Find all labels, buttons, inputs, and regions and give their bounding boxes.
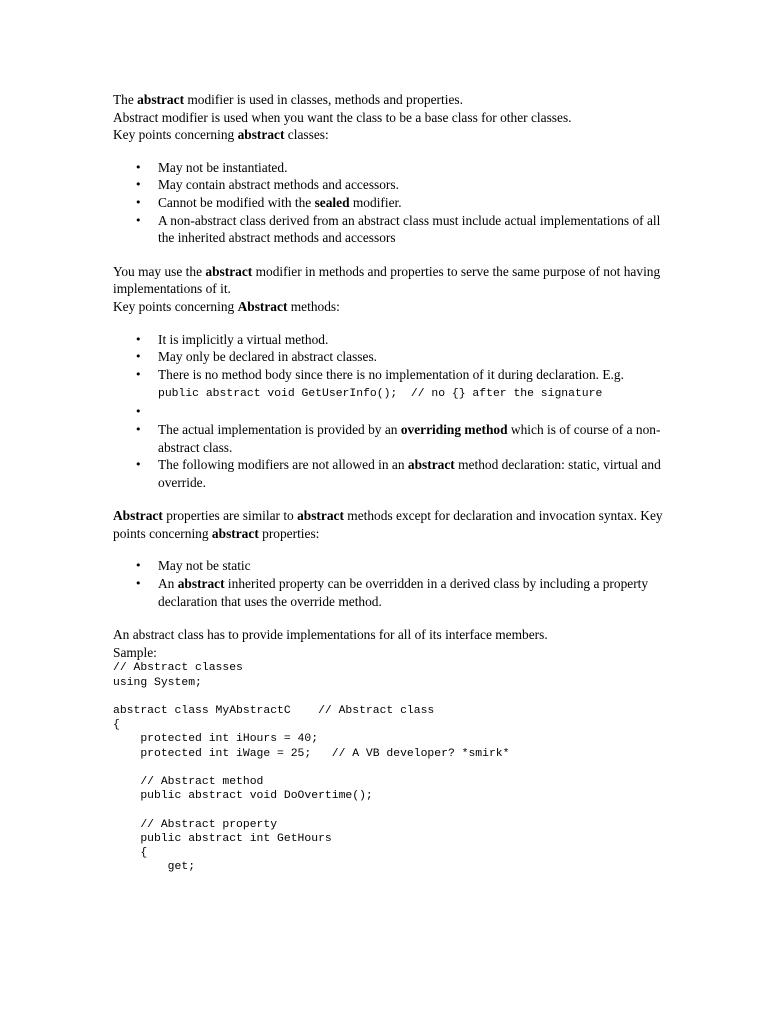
list-item: • The following modifiers are not allowed in an abstract method declaration: static, virtual and override.	[113, 456, 673, 491]
list-item: • May contain abstract methods and accessors.	[113, 176, 673, 194]
intro-line-2: Abstract modifier is used when you want the class to be a base class for other classes.	[113, 109, 572, 125]
list-item: • May only be declared in abstract classes.	[113, 348, 673, 366]
methods-intro-line-1: You may use the abstract modifier in methods and properties to serve the same purpose of not having implementations of it.	[113, 263, 661, 297]
list-item: • The actual implementation is provided by an overriding method which is of course of a non-abstract class.	[113, 421, 673, 456]
list-item: • It is implicitly a virtual method.	[113, 331, 673, 349]
closing-line-2: Sample:	[113, 644, 157, 660]
methods-intro-line-2: Key points concerning Abstract methods:	[113, 298, 340, 314]
inline-code-sample: public abstract void GetUserInfo(); // no {} after the signature	[158, 388, 603, 401]
intro-line-1: The abstract modifier is used in classes, methods and properties.	[113, 92, 463, 107]
list-item: • An abstract inherited property can be overridden in a derived class by including a property declaration that uses the override method.	[113, 575, 673, 610]
method-points-list	[113, 331, 673, 492]
list-item: • A non-abstract class derived from an abstract class must include actual implementations of all the inherited abstract methods and accessors	[113, 212, 673, 247]
document-body	[113, 91, 673, 874]
list-item	[113, 403, 673, 421]
class-points-list	[113, 159, 673, 247]
list-item: • May not be static	[113, 557, 673, 575]
list-item: • There is no method body since there is no implementation of it during declaration. E.g. public abstract void GetUserInfo(); // no {} after the signature	[113, 366, 673, 404]
code-sample: // Abstract classes using System; abstract class MyAbstractC // Abstract class { protected int iHours = 40; protected int iWage = 25; // A VB developer? *smirk* // Abstract method public abstract void DoOvertime(); // Abstract property public abstract int GetHours { get;	[113, 662, 510, 874]
list-item: • May not be instantiated.	[113, 159, 673, 177]
property-points-list	[113, 557, 673, 610]
closing-line-1: An abstract class has to provide implementations for all of its interface members.	[113, 627, 548, 643]
properties-intro: Abstract properties are similar to abstract methods except for declaration and invocation syntax. Key points concerning abstract properties:	[113, 508, 663, 541]
intro-line-3: Key points concerning abstract classes:	[113, 127, 329, 143]
list-item: • Cannot be modified with the sealed modifier.	[113, 194, 673, 212]
